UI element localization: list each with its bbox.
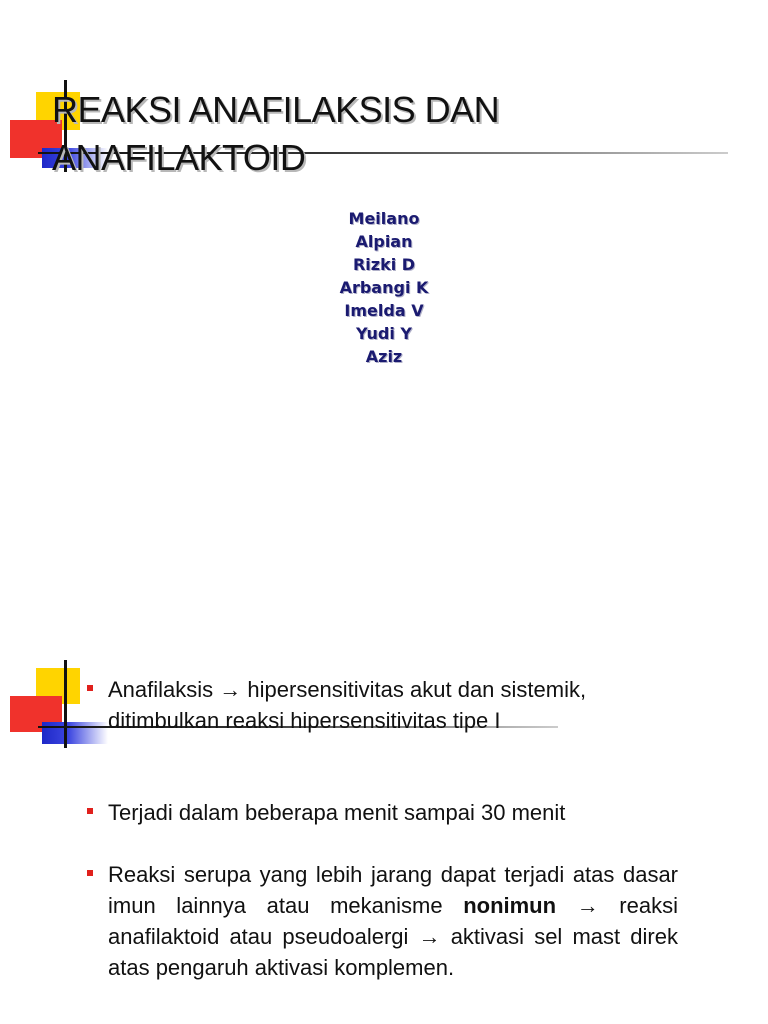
corner-decoration xyxy=(0,640,120,760)
right-arrow-icon: → xyxy=(576,893,599,918)
right-arrow-icon: → xyxy=(418,924,441,949)
bullet-text: reaksi anafilaktoid atau pseudoalergi xyxy=(108,893,678,949)
author-name: Meilano xyxy=(348,209,420,228)
bullet-text: Reaksi serupa yang lebih jarang dapat terjadi atas dasar imun lainnya atau mekanisme xyxy=(108,862,678,918)
right-arrow-icon: → xyxy=(219,677,242,702)
bullet-text: hipersensitivitas akut dan sistemik, ditimbulkan reaksi hipersensitivitas tipe I xyxy=(108,677,587,733)
author-name: Aziz xyxy=(365,347,403,366)
bullet-marker-icon xyxy=(87,870,93,876)
author-name: Imelda V xyxy=(344,301,424,320)
bullet-marker-icon xyxy=(87,808,93,814)
author-list xyxy=(0,207,768,368)
author-name: Rizki D xyxy=(352,255,416,274)
bullet-item xyxy=(108,797,678,828)
author-name: Arbangi K xyxy=(339,278,429,297)
bullet-item xyxy=(108,674,678,736)
author-name: Yudi Y xyxy=(356,324,412,343)
vertical-rule xyxy=(64,660,67,748)
bullet-marker-icon xyxy=(87,685,93,691)
bullet-item xyxy=(108,859,678,983)
bullet-text: Terjadi dalam beberapa menit sampai 30 menit xyxy=(108,800,566,825)
bold-term: nonimun xyxy=(463,893,557,918)
content-slide xyxy=(0,640,768,1024)
author-name: Alpian xyxy=(355,232,413,251)
bullet-text: aktivasi sel mast direk atas pengaruh aktivasi komplemen. xyxy=(108,924,678,980)
slide-title: REAKSI ANAFILAKSIS DAN ANAFILAKTOID xyxy=(52,89,500,178)
bullet-text: Anafilaksis xyxy=(108,677,220,702)
